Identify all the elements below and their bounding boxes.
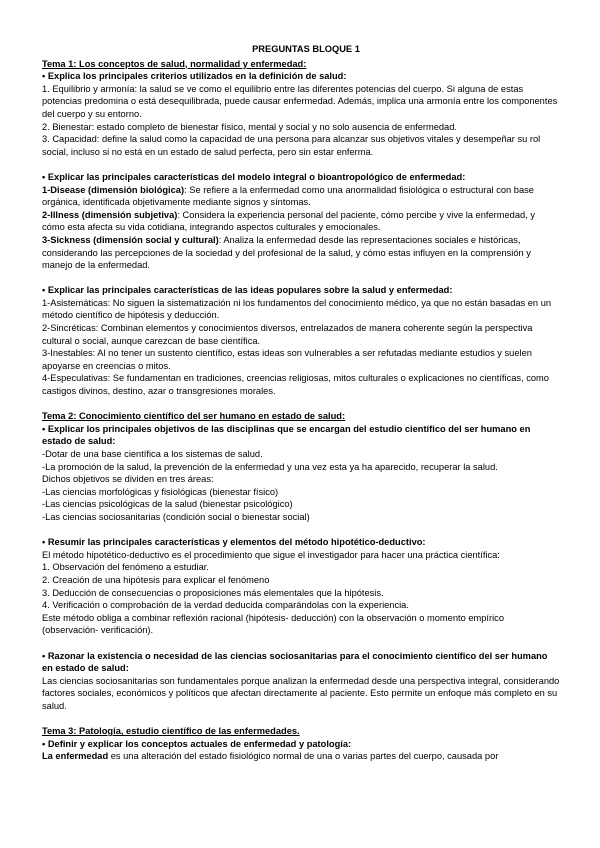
paragraph: Dichos objetivos se dividen en tres áreas: xyxy=(42,474,214,485)
paragraph: 2. Bienestar: estado completo de bienestar físico, mental y social y no solo ausencia de enfermedad. xyxy=(42,121,457,132)
paragraph: -Dotar de una base científica a los sistemas de salud. xyxy=(42,449,263,459)
paragraph-spacer xyxy=(42,158,560,171)
paragraph-spacer xyxy=(42,637,560,650)
paragraph-text: : Analiza la enfermedad desde las representaciones sociales e históricas, considerando las percepciones de la sociedad y del profesional de la salud, y cómo estas influyen en la comprensión y manejo de la enfermedad. xyxy=(42,234,531,271)
paragraph-text: : Considera la experiencia personal del paciente, cómo percibe y vive la enfermedad, y cómo esta afecta su vida cotidiana, integrando aspectos culturales y emocionales. xyxy=(42,209,535,233)
paragraph-spacer xyxy=(42,272,560,285)
paragraph: -La promoción de la salud, la prevención de la enfermedad y una vez esta ya ha aparecido, recuperar la salud. xyxy=(42,461,498,472)
paragraph xyxy=(42,184,560,209)
paragraph xyxy=(42,750,560,763)
question-heading: • Explicar los principales objetivos de las disciplinas que se encargan del estudio científico del ser humano en estado de salud: xyxy=(42,423,531,447)
bold-term: La enfermedad xyxy=(42,751,109,762)
paragraph-spacer xyxy=(42,398,560,411)
paragraph: -Las ciencias morfológicas y fisiológicas (bienestar físico) xyxy=(42,486,279,497)
paragraph: 3. Deducción de consecuencias o proposiciones más elementales que la hipótesis. xyxy=(42,587,384,598)
paragraph: 2. Creación de una hipótesis para explicar el fenómeno xyxy=(42,574,270,585)
paragraph: 3-Inestables: Al no tener un sustento científico, estas ideas son vulnerables a ser refutadas mediante estudios y suelen apoyarse en creencias o mitos. xyxy=(42,348,532,371)
bold-term: 2-Illness (dimensión subjetiva) xyxy=(42,209,178,220)
paragraph-spacer xyxy=(42,712,560,725)
section-heading: Tema 3: Patología, estudio científico de las enfermedades. xyxy=(42,726,300,737)
paragraph xyxy=(42,209,560,234)
bold-term: 1-Disease (dimensión biológica) xyxy=(42,184,185,195)
paragraph-text: : Se refiere a la enfermedad como una anormalidad fisiológica o estructural con base orgánica, identificada objetivamente mediante signos y síntomas. xyxy=(42,184,534,208)
paragraph: El método hipotético-deductivo es el procedimiento que sigue el investigador para hacer una práctica científica: xyxy=(42,549,500,560)
paragraph: 2-Sincréticas: Combinan elementos y conocimientos diversos, entrelazados de manera coherente según la perspectiva cultural o social, aunque carezcan de base científica. xyxy=(42,323,533,346)
paragraph: -Las ciencias psicológicas de la salud (bienestar psicológico) xyxy=(42,499,293,510)
section-heading: Tema 1: Los conceptos de salud, normalidad y enfermedad: xyxy=(42,58,307,69)
paragraph: 4. Verificación o comprobación de la verdad deducida comparándolas con la experiencia. xyxy=(42,600,409,611)
paragraph xyxy=(42,234,560,272)
question-heading: • Razonar la existencia o necesidad de las ciencias sociosanitarias para el conocimiento científico del ser humano en estado de salud: xyxy=(42,650,548,674)
paragraph: 3. Capacidad: define la salud como la capacidad de una persona para alcanzar sus objetivos vitales y desempeñar su rol social, incluso si no está en un estado de salud perfecta, pero sin estar enferma. xyxy=(42,134,541,157)
paragraph: Este método obliga a combinar reflexión racional (hipótesis- deducción) con la observación o momento empírico (observación- verificación). xyxy=(42,612,504,636)
question-heading: • Explicar las principales características del modelo integral o bioantropológico de enfermedad: xyxy=(42,171,466,182)
paragraph: 1. Observación del fenómeno a estudiar. xyxy=(42,562,209,573)
question-heading: • Explicar las principales características de las ideas populares sobre la salud y enfermedad: xyxy=(42,285,453,296)
question-heading: • Explica los principales criterios utilizados en la definición de salud: xyxy=(42,71,347,82)
paragraph-text: es una alteración del estado fisiológico normal de una o varias partes del cuerpo, causada por xyxy=(108,751,499,762)
question-heading: • Definir y explicar los conceptos actuales de enfermedad y patología: xyxy=(42,738,352,749)
bold-term: 3-Sickness (dimensión social y cultural) xyxy=(42,234,219,245)
section-heading: Tema 2: Conocimiento científico del ser humano en estado de salud: xyxy=(42,411,346,422)
paragraph-spacer xyxy=(42,524,560,537)
paragraph: 1-Asistemáticas: No siguen la sistematización ni los fundamentos del conocimiento médico, ya que no están basadas en un método científico de hipótesis y deducción. xyxy=(42,297,552,321)
question-heading: • Resumir las principales características y elementos del método hipotético-deductivo: xyxy=(42,537,426,548)
paragraph: 1. Equilibrio y armonía: la salud se ve como el equilibrio entre las diferentes potencias del cuerpo. Si alguna de estas potencias predomina o está desequilibrada, puede causar enfermedad. Además, implica una armonía entre los componentes del cuerpo y su entorno. xyxy=(42,83,558,119)
document-body xyxy=(42,58,560,763)
paragraph: 4-Especulativas: Se fundamentan en tradiciones, creencias religiosas, mitos culturales o explicaciones no científicas, como castigos divinos, destino, azar o transgresiones morales. xyxy=(42,373,549,397)
paragraph: -Las ciencias sociosanitarias (condición social o bienestar social) xyxy=(42,511,310,522)
paragraph: Las ciencias sociosanitarias son fundamentales porque analizan la enfermedad desde una perspectiva integral, considerando factores sociales, económicos y políticos que afectan directamente al paciente. Esto permite un enfoque más completo en su salud. xyxy=(42,675,560,711)
document-title: PREGUNTAS BLOQUE 1 xyxy=(252,44,360,54)
